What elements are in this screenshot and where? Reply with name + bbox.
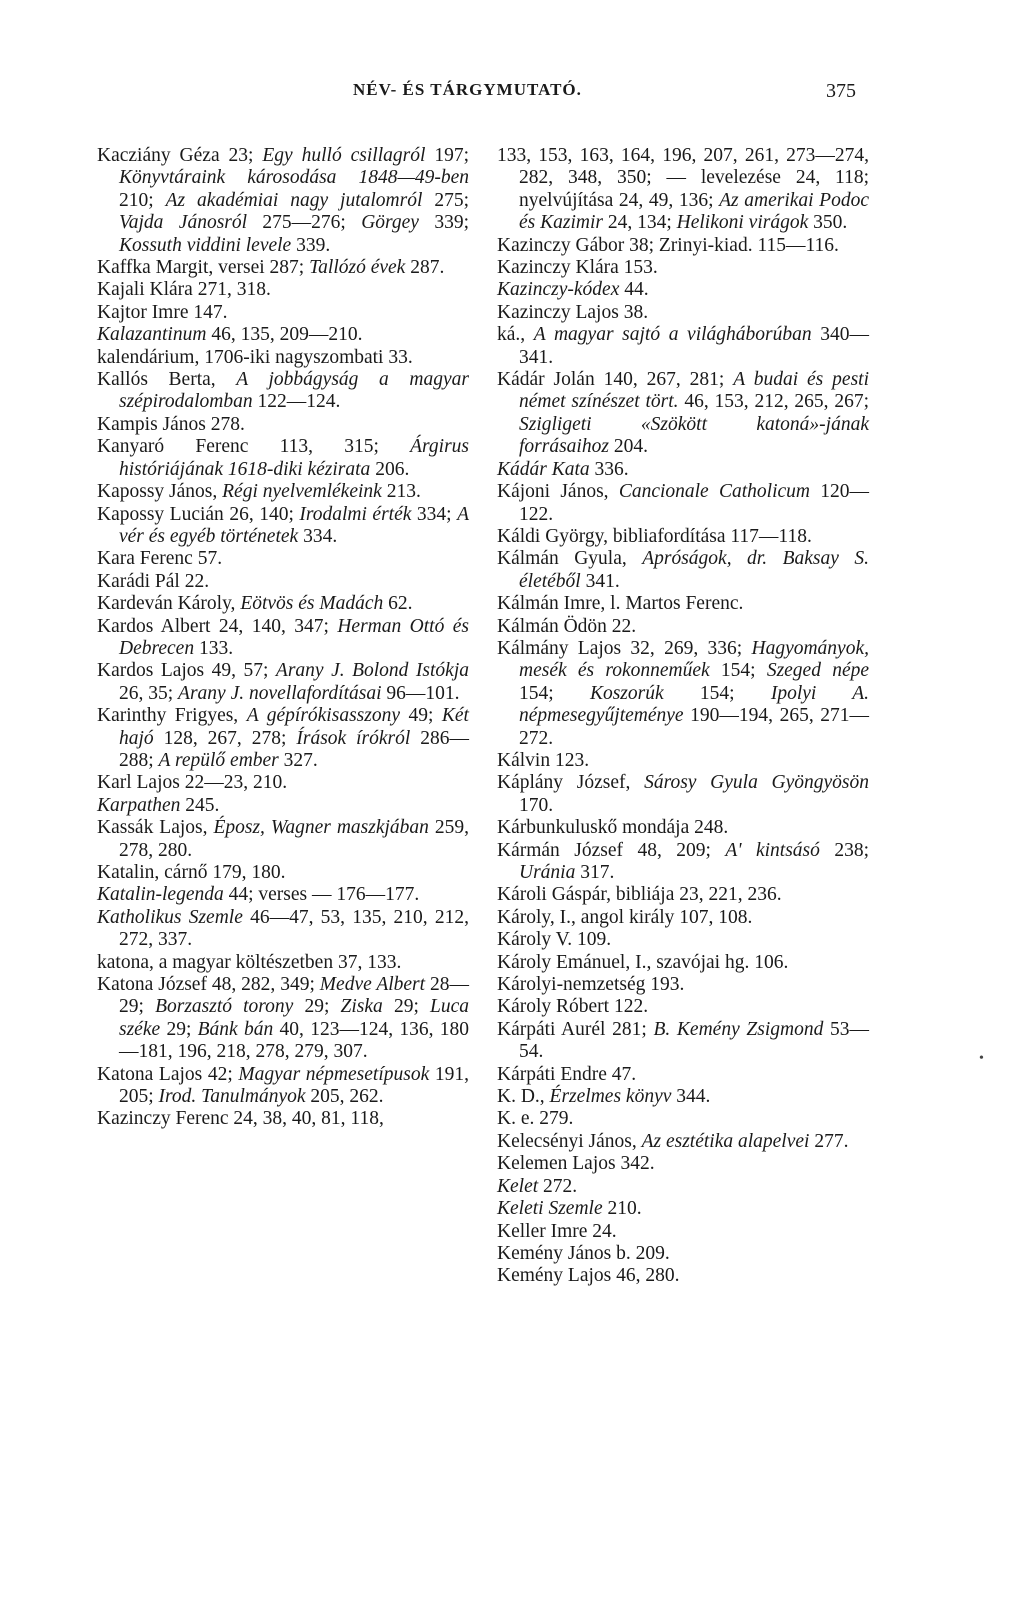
- entry-text: 29;: [160, 1018, 198, 1040]
- index-entry: [97, 369, 469, 414]
- entry-text: 275—276;: [247, 212, 362, 234]
- entry-text: 190—194, 265, 271—272.: [519, 705, 869, 749]
- entry-text: 154;: [519, 682, 590, 704]
- entry-title-italic: Az esztétika alapelvei: [641, 1130, 810, 1152]
- entry-title-italic: Tallózó évek: [309, 257, 406, 279]
- entry-title-italic: Érzelmes könyv: [549, 1086, 672, 1108]
- entry-text: 29;: [382, 996, 430, 1018]
- index-entry: [497, 1019, 869, 1064]
- entry-title-italic: Ipolyi A. népmesegyűjteménye: [519, 682, 870, 727]
- entry-text: 238;: [819, 839, 870, 861]
- entry-text: Káplány József,: [497, 772, 645, 794]
- entry-title-italic: Karpathen: [97, 794, 181, 816]
- entry-text: ká.,: [497, 324, 534, 346]
- entry-text: 334;: [411, 503, 458, 525]
- entry-text: Kazinczy Klára 153.: [497, 257, 658, 279]
- entry-text: Katona Lajos 42;: [97, 1063, 239, 1085]
- index-entry: [497, 996, 869, 1018]
- entry-text: 96—101.: [381, 682, 460, 704]
- entry-text: 197;: [425, 145, 469, 166]
- index-entry: [497, 481, 869, 526]
- entry-title-italic: Szigligeti «Szökött katoná»-jának forrásaihoz: [519, 413, 869, 458]
- index-column-right: [497, 145, 869, 1288]
- index-entry: [97, 302, 469, 324]
- entry-title-italic: Árgirus históriájának 1618-diki kézirata: [119, 436, 469, 480]
- entry-text: kalendárium, 1706-iki nagyszombati 33.: [97, 346, 413, 368]
- entry-text: K. D.,: [497, 1086, 550, 1108]
- index-entry: [497, 257, 869, 279]
- index-entry: [497, 526, 869, 548]
- entry-text: Kájoni János,: [497, 481, 619, 503]
- entry-title-italic: Kádár Kata: [497, 458, 590, 480]
- entry-title-italic: Irodalmi érték: [299, 503, 412, 525]
- entry-text: Kanyaró Ferenc 113, 315;: [97, 436, 411, 458]
- entry-text: Károly Róbert 122.: [497, 996, 649, 1018]
- entry-text: Kardeván Károly,: [97, 593, 241, 615]
- entry-text: 46—47, 53, 135, 210, 212, 272, 337.: [119, 906, 469, 951]
- entry-text: 62.: [383, 593, 413, 615]
- entry-text: 340—341.: [519, 324, 870, 368]
- entry-text: 154;: [663, 682, 771, 704]
- index-entry: [97, 257, 469, 279]
- entry-title-italic: Apróságok, dr. Baksay S. életéből: [519, 548, 869, 592]
- entry-text: Káldi György, bibliafordítása 117—118.: [497, 525, 812, 547]
- index-entry: [497, 369, 869, 459]
- entry-title-italic: B. Kemény Zsigmond: [653, 1018, 824, 1040]
- index-entry: [97, 862, 469, 884]
- index-entry: [97, 481, 469, 503]
- entry-text: Kálvin 123.: [497, 749, 590, 771]
- entry-title-italic: Görgey: [361, 212, 419, 234]
- entry-title-italic: Éposz, Wagner maszkjában: [213, 817, 429, 839]
- index-entry: [497, 929, 869, 951]
- index-entry: [97, 795, 469, 817]
- entry-title-italic: Kalazantinum: [97, 324, 207, 346]
- entry-title-italic: Eötvös és Madách: [240, 593, 384, 615]
- index-entry: [97, 907, 469, 952]
- entry-text: 40, 123—124, 136, 180—181, 196, 218, 278, 279, 307.: [119, 1018, 469, 1063]
- entry-text: Karl Lajos 22—23, 210.: [97, 772, 288, 794]
- entry-text: 286—288;: [119, 727, 470, 771]
- index-entry: [497, 1131, 869, 1153]
- index-entry: [497, 616, 869, 638]
- index-entry: [97, 571, 469, 593]
- entry-text: Keller Imre 24.: [497, 1220, 617, 1242]
- entry-text: Kaffka Margit, versei 287;: [97, 257, 310, 279]
- entry-text: Kazinczy Gábor 38; Zrinyi-kiad. 115—116.: [497, 234, 839, 256]
- entry-title-italic: Kelet: [497, 1175, 539, 1197]
- entry-title-italic: Írások írókról: [296, 727, 411, 749]
- entry-text: Kallós Berta,: [97, 369, 237, 391]
- entry-title-italic: Cancionale Catholicum: [618, 481, 810, 503]
- entry-text: 29;: [293, 996, 341, 1018]
- entry-title-italic: Katholikus Szemle: [97, 906, 243, 928]
- index-entry: [97, 705, 469, 772]
- entry-text: 275;: [422, 189, 469, 211]
- entry-text: Kárpáti Endre 47.: [497, 1063, 637, 1085]
- entry-title-italic: Magyar népmesetípusok: [238, 1063, 430, 1085]
- index-entry: [97, 1108, 469, 1130]
- entry-text: Kármán József 48, 209;: [497, 839, 726, 861]
- entry-title-italic: Herman Ottó és Debrecen: [119, 615, 469, 659]
- index-entry: [497, 1086, 869, 1108]
- entry-text: 204.: [608, 436, 648, 458]
- entry-text: 133.: [194, 637, 234, 659]
- entry-text: 120—122.: [519, 481, 869, 525]
- index-entry: [97, 817, 469, 862]
- entry-title-italic: Az akadémiai nagy jutalomról: [165, 189, 423, 211]
- entry-text: 53—54.: [519, 1018, 869, 1063]
- index-entry: [97, 436, 469, 481]
- entry-text: Kapossy Lucián 26, 140;: [97, 503, 300, 525]
- entry-text: 334.: [298, 525, 338, 547]
- index-entry: [497, 1064, 869, 1086]
- entry-text: Kálmán Ödön 22.: [497, 615, 637, 637]
- index-entry: [497, 840, 869, 885]
- entry-text: 205, 262.: [305, 1086, 384, 1108]
- index-entry: [497, 1221, 869, 1243]
- entry-text: Kapossy János,: [97, 481, 223, 503]
- index-entry: [97, 772, 469, 794]
- entry-text: Kajtor Imre 147.: [97, 301, 228, 323]
- index-entry: [97, 548, 469, 570]
- index-entry: [497, 459, 869, 481]
- entry-text: 46, 153, 212, 265, 267;: [678, 391, 870, 413]
- entry-text: K. e. 279.: [497, 1108, 574, 1130]
- entry-text: 350.: [808, 212, 848, 234]
- entry-text: 339.: [291, 234, 331, 256]
- entry-text: 44.: [619, 279, 649, 301]
- entry-title-italic: A' kintsásó: [725, 839, 820, 861]
- stray-mark: •: [979, 1051, 984, 1066]
- entry-title-italic: Arany J. novellafordításai: [178, 682, 382, 704]
- entry-text: Károlyi-nemzetség 193.: [497, 974, 685, 996]
- entry-title-italic: Keleti Szemle: [497, 1198, 603, 1220]
- entry-title-italic: Koszorúk: [589, 682, 664, 704]
- entry-title-italic: Sárosy Gyula Gyöngyösön: [644, 772, 870, 794]
- entry-text: 327.: [278, 749, 318, 771]
- index-entry: [97, 660, 469, 705]
- entry-title-italic: Katalin-legenda: [97, 884, 224, 906]
- entry-text: Károly Emánuel, I., szavójai hg. 106.: [497, 951, 789, 973]
- entry-title-italic: Helikoni virágok: [676, 212, 809, 234]
- entry-text: 210;: [119, 189, 166, 211]
- entry-text: 336.: [589, 458, 629, 480]
- entry-text: Kelecsényi János,: [497, 1130, 642, 1152]
- entry-text: Kassák Lajos,: [97, 817, 214, 839]
- entry-title-italic: Az amerikai Podoc és Kazimir: [519, 189, 869, 234]
- index-entry: [497, 884, 869, 906]
- index-entry: [97, 616, 469, 661]
- entry-text: Katalin, cárnő 179, 180.: [97, 862, 286, 883]
- entry-title-italic: Uránia: [519, 862, 576, 883]
- entry-title-italic: A magyar sajtó a világháborúban: [533, 324, 812, 346]
- entry-title-italic: Egy hulló csillagról: [262, 145, 426, 166]
- entry-text: 259, 278, 280.: [119, 817, 469, 861]
- entry-text: Károly V. 109.: [497, 929, 612, 951]
- entry-text: Kampis János 278.: [97, 413, 245, 435]
- entry-text: katona, a magyar költészetben 37, 133.: [97, 951, 402, 973]
- entry-title-italic: Borzasztó torony: [155, 996, 294, 1018]
- index-entry: [97, 504, 469, 549]
- entry-title-italic: Ziska: [340, 996, 383, 1018]
- entry-title-italic: A repülő ember: [158, 749, 279, 771]
- index-entry: [497, 750, 869, 772]
- entry-text: 317.: [575, 862, 615, 883]
- entry-text: 245.: [180, 794, 220, 816]
- index-entry: [497, 235, 869, 257]
- index-entry: [97, 974, 469, 1064]
- entry-text: 344.: [671, 1086, 711, 1108]
- index-entry: [497, 324, 869, 369]
- entry-text: 213.: [381, 481, 421, 503]
- entry-text: Kemény János b. 209.: [497, 1242, 670, 1264]
- index-entry: [497, 548, 869, 593]
- index-entry: [497, 1265, 869, 1287]
- index-column-left: [97, 145, 469, 1131]
- index-entry: [497, 1198, 869, 1220]
- index-entry: [497, 772, 869, 817]
- entry-text: 133, 153, 163, 164, 196, 207, 261, 273—274, 282, 348, 350; — levelezése 24, 118; nyelvújítása 24, 49, 136;: [497, 145, 869, 211]
- index-entry: [97, 414, 469, 436]
- entry-text: 287.: [405, 257, 445, 279]
- entry-text: Kajali Klára 271, 318.: [97, 279, 271, 301]
- entry-text: 206.: [370, 458, 410, 480]
- entry-text: 277.: [809, 1130, 849, 1152]
- entry-text: Karádi Pál 22.: [97, 570, 210, 592]
- entry-text: Kardos Lajos 49, 57;: [97, 660, 276, 682]
- index-entry: [497, 279, 869, 301]
- entry-text: 191, 205;: [119, 1063, 469, 1108]
- entry-title-italic: Kazinczy-kódex: [497, 279, 620, 301]
- entry-text: Kazinczy Ferenc 24, 38, 40, 81, 118,: [97, 1108, 384, 1130]
- entry-text: Kemény Lajos 46, 280.: [497, 1265, 680, 1287]
- entry-text: 170.: [519, 794, 554, 816]
- page-number: 375: [826, 80, 856, 102]
- entry-title-italic: Kossuth viddini levele: [119, 234, 292, 256]
- entry-text: 44; verses — 176—177.: [223, 884, 420, 906]
- entry-text: Katona József 48, 282, 349;: [97, 974, 320, 996]
- entry-title-italic: Hagyományok, mesék és rokonneműek: [519, 637, 869, 682]
- entry-text: 24, 134;: [602, 212, 677, 234]
- entry-title-italic: Két hajó: [119, 705, 469, 749]
- entry-text: Kazinczy Lajos 38.: [497, 301, 649, 323]
- entry-title-italic: A vér és egyéb történetek: [119, 503, 469, 547]
- index-entry: [497, 974, 869, 996]
- entry-title-italic: Arany J. Bolond Istókja: [275, 660, 469, 682]
- index-entry: [97, 1064, 469, 1109]
- index-entry: [497, 907, 869, 929]
- entry-title-italic: A jobbágyság a magyar szépirodalomban: [119, 369, 470, 413]
- entry-text: Kardos Albert 24, 140, 347;: [97, 615, 338, 637]
- entry-text: Károli Gáspár, bibliája 23, 221, 236.: [497, 884, 782, 906]
- entry-text: 122—124.: [252, 391, 341, 413]
- entry-title-italic: Régi nyelvemlékeink: [222, 481, 382, 503]
- index-entry: [97, 952, 469, 974]
- entry-text: Kárbunkuluskő mondája 248.: [497, 817, 729, 839]
- index-entry: [497, 817, 869, 839]
- entry-text: Kacziány Géza 23;: [97, 145, 263, 166]
- entry-title-italic: A gépírókisasszony: [246, 705, 400, 727]
- entry-text: 49;: [399, 705, 442, 727]
- entry-text: 339;: [418, 212, 470, 234]
- entry-text: Kálmán Gyula,: [497, 548, 643, 570]
- entry-title-italic: Vajda Jánosról: [119, 212, 248, 234]
- index-entry: [97, 279, 469, 301]
- index-entry: [497, 302, 869, 324]
- entry-text: Kálmán Imre, l. Martos Ferenc.: [497, 593, 744, 615]
- entry-text: Károly, I., angol király 107, 108.: [497, 906, 753, 928]
- index-entry: [497, 1243, 869, 1265]
- entry-text: 341.: [580, 570, 620, 592]
- entry-text: Karinthy Frigyes,: [97, 705, 247, 727]
- entry-text: 154;: [709, 660, 767, 682]
- entry-text: 28—29;: [119, 974, 469, 1018]
- entry-text: 272.: [538, 1175, 578, 1197]
- entry-text: 26, 35;: [119, 682, 179, 704]
- index-entry: [97, 324, 469, 346]
- index-entry: [97, 884, 469, 906]
- index-entry: [97, 593, 469, 615]
- entry-title-italic: Szeged népe: [766, 660, 870, 682]
- entry-text: Kádár Jolán 140, 267, 281;: [497, 369, 734, 391]
- index-entry: [497, 593, 869, 615]
- index-entry: [497, 1108, 869, 1130]
- index-entry: [97, 347, 469, 369]
- entry-text: 46, 135, 209—210.: [206, 324, 363, 346]
- index-entry: [497, 952, 869, 974]
- entry-title-italic: Medve Albert: [319, 974, 426, 996]
- entry-title-italic: Luca széke: [119, 996, 469, 1040]
- entry-title-italic: A budai és pesti német színészet tört.: [519, 369, 869, 413]
- entry-text: Kárpáti Aurél 281;: [497, 1018, 654, 1040]
- index-entry: [97, 145, 469, 257]
- index-entry: [497, 145, 869, 235]
- entry-text: Kelemen Lajos 342.: [497, 1153, 655, 1175]
- index-entry: [497, 1176, 869, 1198]
- entry-title-italic: Könyvtáraink károsodása 1848—49-ben: [119, 167, 469, 189]
- index-entry: [497, 1153, 869, 1175]
- entry-title-italic: Irod. Tanulmányok: [158, 1086, 306, 1108]
- entry-text: 210.: [602, 1198, 642, 1220]
- index-entry: [497, 638, 869, 750]
- entry-text: Kálmány Lajos 32, 269, 336;: [497, 637, 752, 659]
- entry-title-italic: Bánk bán: [197, 1018, 274, 1040]
- entry-text: Kara Ferenc 57.: [97, 548, 223, 570]
- running-header-title: NÉV- ÉS TÁRGYMUTATÓ.: [353, 80, 582, 99]
- entry-text: 128, 267, 278;: [153, 727, 297, 749]
